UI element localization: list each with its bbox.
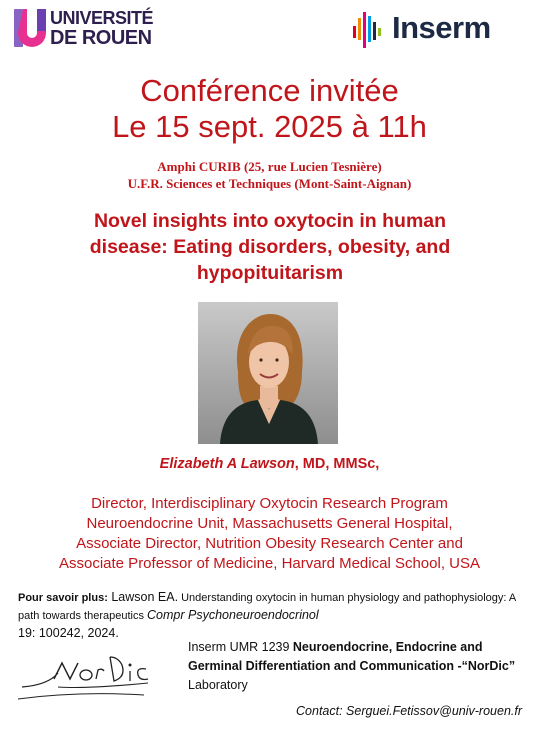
reference <box>18 589 528 643</box>
universite-de-rouen-logo <box>14 6 174 52</box>
reference-volume: 19: 100242, 2024. <box>18 626 119 640</box>
inserm-bars-icon <box>352 12 384 48</box>
venue-line1: Amphi CURIB (25, rue Lucien Tesnière) <box>157 159 382 174</box>
affiliation-line: Associate Professor of Medicine, Harvard Medical School, USA <box>58 555 480 572</box>
venue-line2: U.F.R. Sciences et Techniques (Mont-Saint-Aignan) <box>127 176 412 191</box>
unit-prefix: Inserm UMR 1239 <box>188 640 293 654</box>
affiliation-line: Associate Director, Nutrition Obesity Research Center and <box>76 535 463 552</box>
contact: Contact: Serguei.Fetissov@univ-rouen.fr <box>296 704 522 718</box>
venue <box>0 158 539 192</box>
affiliation-line: Director, Interdisciplinary Oxytocin Research Program <box>91 495 448 512</box>
reference-text: Understanding oxytocin in human physiology and pathophysiology: A path towards therapeutics <box>18 592 516 622</box>
talk-title <box>30 208 510 286</box>
talk-title-line1: Novel insights into oxytocin in human <box>93 210 447 232</box>
universite-logo-mark-icon <box>14 9 46 47</box>
speaker-credentials: , MD, MMSc, <box>294 456 380 472</box>
reference-author: Lawson EA. <box>107 590 179 604</box>
universite-logo-line2: DE ROUEN <box>50 27 152 49</box>
unit-name: Neuroendocrine, Endocrine and Germinal Differentiation and Communication -“NorDic” <box>188 640 516 673</box>
speaker <box>0 456 539 472</box>
conference-heading <box>0 74 539 146</box>
nordic-logo-icon <box>18 643 153 701</box>
heading-line1: Conférence invitée <box>140 73 399 108</box>
unit-suffix: Laboratory <box>188 678 248 692</box>
speaker-affiliations <box>0 494 539 574</box>
inserm-wordmark: Inserm <box>392 10 491 45</box>
nordic-logo <box>18 643 153 701</box>
speaker-photo <box>198 302 338 444</box>
lab-unit <box>188 638 528 695</box>
talk-title-line2: disease: Eating disorders, obesity, and <box>89 236 451 258</box>
affiliation-line: Neuroendocrine Unit, Massachusetts General Hospital, <box>86 515 453 532</box>
heading-date: Le 15 sept. 2025 à 11h <box>112 109 427 144</box>
universite-logo-line1: UNIVERSITÉ <box>50 8 154 28</box>
talk-title-line3: hypopituitarism <box>196 262 344 284</box>
speaker-name: Elizabeth A Lawson <box>159 456 295 472</box>
inserm-logo <box>352 10 527 52</box>
reference-journal: Compr Psychoneuroendocrinol <box>147 608 319 622</box>
reference-label: Pour savoir plus: <box>18 592 108 604</box>
